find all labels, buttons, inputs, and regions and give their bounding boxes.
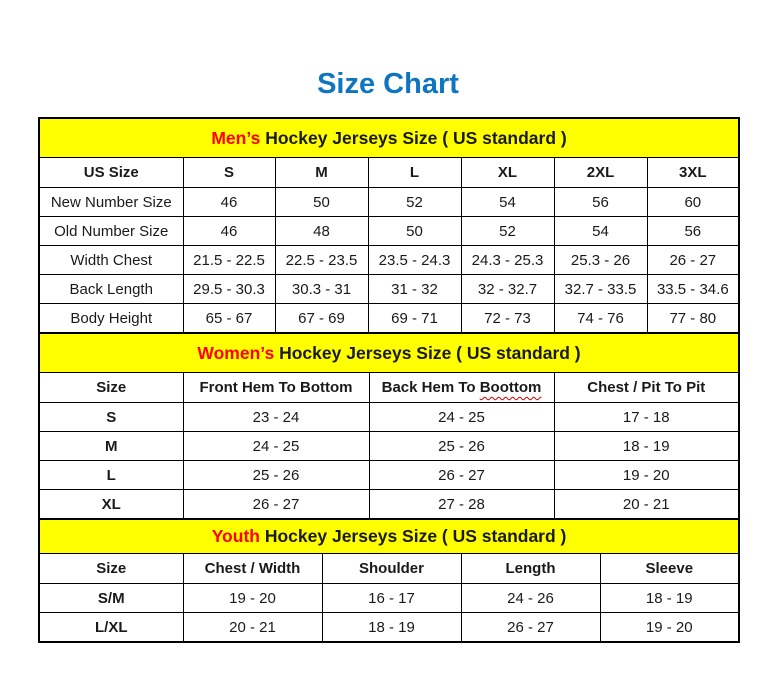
column-header-cell: 2XL [554,158,647,188]
value-cell: 69 - 71 [368,304,461,334]
value-cell: 52 [368,188,461,217]
womens-table-title-row [39,333,739,373]
column-header-cell: L [368,158,461,188]
table-row [39,490,739,520]
table-row [39,584,739,613]
value-cell: 19 - 20 [183,584,322,613]
value-cell: 24 - 26 [461,584,600,613]
table-row [39,275,739,304]
value-cell: 20 - 21 [554,490,739,520]
value-cell: 19 - 20 [554,461,739,490]
column-header-cell: US Size [39,158,183,188]
womens-title-rest: Hockey Jerseys Size ( US standard ) [279,342,581,363]
misspelled-word: Boottom [479,379,542,396]
value-cell: 31 - 32 [368,275,461,304]
youth-size-table [38,518,740,643]
row-label-cell: Back Length [39,275,183,304]
womens-size-table [38,332,740,520]
value-cell: 60 [647,188,739,217]
value-cell: 24 - 25 [183,432,369,461]
womens-title-highlight: Women’s [197,342,275,363]
womens-table-title [39,333,739,373]
value-cell: 56 [647,217,739,246]
column-header-cell: Chest / Pit To Pit [554,373,739,403]
column-header-cell: Size [39,554,183,584]
youth-title-rest: Hockey Jerseys Size ( US standard ) [264,526,567,546]
mens-header-row [39,158,739,188]
value-cell: 20 - 21 [183,613,322,643]
value-cell: 50 [368,217,461,246]
value-cell: 26 - 27 [369,461,554,490]
column-header-cell: Chest / Width [183,554,322,584]
value-cell: 29.5 - 30.3 [183,275,275,304]
youth-title-highlight: Youth [211,526,260,546]
value-cell: 16 - 17 [322,584,461,613]
value-cell: 30.3 - 31 [275,275,368,304]
value-cell: 54 [554,217,647,246]
column-header-text: Back Hem To [381,379,476,396]
value-cell: 27 - 28 [369,490,554,520]
column-header-cell: XL [461,158,554,188]
mens-title-rest: Hockey Jerseys Size ( US standard ) [265,127,567,148]
table-row [39,432,739,461]
value-cell: 25 - 26 [183,461,369,490]
value-cell: 33.5 - 34.6 [647,275,739,304]
row-label-cell: S/M [39,584,183,613]
page-title: Size Chart [317,68,459,100]
row-label-cell: Body Height [39,304,183,334]
value-cell: 32.7 - 33.5 [554,275,647,304]
value-cell: 26 - 27 [647,246,739,275]
value-cell: 25 - 26 [369,432,554,461]
table-row [39,461,739,490]
value-cell: 25.3 - 26 [554,246,647,275]
mens-title-highlight: Men’s [211,127,261,148]
value-cell: 26 - 27 [461,613,600,643]
table-row [39,613,739,643]
value-cell: 21.5 - 22.5 [183,246,275,275]
row-label-cell: S [39,403,183,432]
youth-header-row [39,554,739,584]
value-cell: 17 - 18 [554,403,739,432]
value-cell: 22.5 - 23.5 [275,246,368,275]
column-header-cell: M [275,158,368,188]
column-header-cell: Size [39,373,183,403]
row-label-cell: M [39,432,183,461]
column-header-cell: Shoulder [322,554,461,584]
mens-table-title [39,118,739,158]
row-label-cell: Old Number Size [39,217,183,246]
row-label-cell: L [39,461,183,490]
value-cell: 18 - 19 [554,432,739,461]
value-cell: 23.5 - 24.3 [368,246,461,275]
value-cell: 23 - 24 [183,403,369,432]
value-cell: 50 [275,188,368,217]
table-row [39,403,739,432]
value-cell: 46 [183,188,275,217]
table-row [39,246,739,275]
column-header-cell: Sleeve [600,554,739,584]
mens-size-table [38,117,740,334]
value-cell: 67 - 69 [275,304,368,334]
value-cell: 19 - 20 [600,613,739,643]
column-header-cell: Front Hem To Bottom [183,373,369,403]
value-cell: 74 - 76 [554,304,647,334]
column-header-cell: Length [461,554,600,584]
value-cell: 18 - 19 [600,584,739,613]
column-header-cell: 3XL [647,158,739,188]
row-label-cell: L/XL [39,613,183,643]
youth-table-title [39,519,739,554]
value-cell: 24.3 - 25.3 [461,246,554,275]
value-cell: 18 - 19 [322,613,461,643]
column-header-cell: S [183,158,275,188]
table-row [39,304,739,334]
youth-table-title-row [39,519,739,554]
value-cell: 26 - 27 [183,490,369,520]
mens-table-title-row [39,118,739,158]
value-cell: 54 [461,188,554,217]
row-label-cell: New Number Size [39,188,183,217]
womens-header-row [39,373,739,403]
value-cell: 32 - 32.7 [461,275,554,304]
value-cell: 52 [461,217,554,246]
value-cell: 24 - 25 [369,403,554,432]
value-cell: 48 [275,217,368,246]
value-cell: 77 - 80 [647,304,739,334]
table-row [39,217,739,246]
table-row [39,188,739,217]
value-cell: 46 [183,217,275,246]
value-cell: 72 - 73 [461,304,554,334]
column-header-cell [369,373,554,403]
row-label-cell: Width Chest [39,246,183,275]
row-label-cell: XL [39,490,183,520]
value-cell: 56 [554,188,647,217]
value-cell: 65 - 67 [183,304,275,334]
